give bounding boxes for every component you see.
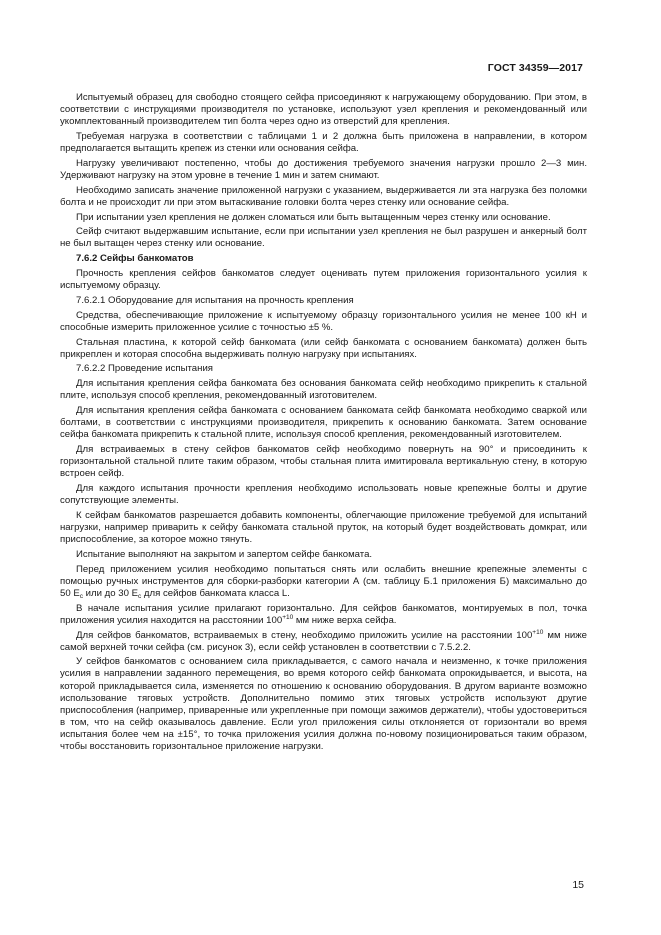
paragraph: Испытание выполняют на закрытом и запертом сейфе банкомата. [76, 548, 373, 560]
paragraph: Средства, обеспечивающие приложение к испытуемому образцу горизонтального усилия не менее 100 кН и способные измерить приложенное усилие с точностью ±5 %. [60, 309, 587, 333]
subsection-heading: 7.6.2.2 Проведение испытания [76, 363, 213, 375]
paragraph: Нагрузку увеличивают постепенно, чтобы до достижения требуемого значения нагрузки прошло 2—3 мин. Удерживают нагрузку на этом уровне в течение 1 мин и затем снимают. [60, 157, 587, 181]
paragraph: Для испытания крепления сейфа банкомата с основанием банкомата сейф банкомата необходимо сваркой или болтами, в соответствии с инструкциями производителя, прикрепить к основанию банкомата. Затем основание сейфа банкомата прикрепить к стальной плите, используя способ крепления, рекомендованный изготовителем. [60, 405, 587, 441]
subscript: с [79, 592, 83, 600]
paragraph: У сейфов банкоматов с основанием сила прикладывается, с самого начала и неизменно, к точке приложения усилия в направлении заданного перемещения, во время которого сейф банкомата опрокидывается, и высота, на которой прикладывается сила, изменяется по отношению к основанию оборудования. В другом варианте возможно использование тяговых устройств. Дополнительно помимо этих тяговых устройств используют другие приспособления (например, приваренные или укрепленные при помощи зажимов держатели), чтобы удостовериться в том, что на сейф оказывалось давление. Если угол приложения силы отклоняется от горизонтали во время испытания более чем на ±15°, то точка приложения усилия должна по-новому позиционироваться таким образом, чтобы восстановить горизонтальное приложение нагрузки. [60, 656, 587, 753]
text-segment: В начале испытания усилие прилагают горизонтально. Для сейфов банкоматов, монтируемых в пол, точка приложения усилия находится на расстоянии 100 [60, 602, 587, 626]
superscript: +10 [282, 613, 294, 621]
paragraph-tool-category [60, 564, 587, 600]
subscript: с [137, 592, 142, 600]
text-segment: для сейфов банкомата класса L. [141, 587, 290, 599]
superscript: +10 [532, 628, 544, 636]
page-number: 15 [572, 879, 584, 891]
paragraph: Для каждого испытания прочности крепления необходимо использовать новые крепежные болты и другие сопутствующие элементы. [60, 483, 587, 507]
document-body [60, 92, 587, 756]
paragraph: Для встраиваемых в стену сейфов банкоматов сейф необходимо повернуть на 90° и присоединить к горизонтальной стальной плите таким образом, чтобы стальная плита имитировала вертикальную стену, в которую встроен сейф. [60, 444, 587, 480]
paragraph: При испытании узел крепления не должен сломаться или быть вытащенным через стенку или основание. [76, 211, 551, 223]
paragraph: Стальная пластина, к которой сейф банкомата (или сейф банкомата с основанием банкомата) должен быть прикреплен и которая способна выдерживать полную нагрузку при испытаниях. [60, 336, 587, 360]
paragraph: Необходимо записать значение приложенной нагрузки с указанием, выдерживается ли эта нагрузка без поломки болта и не происходит ли при этом вытаскивание головки болта через стенку или основание сейфа. [60, 184, 587, 208]
document-code-header: ГОСТ 34359—2017 [487, 62, 583, 74]
paragraph: Требуемая нагрузка в соответствии с таблицами 1 и 2 должна быть приложена в направлении, в котором предполагается вытащить крепеж из стенки или основания сейфа. [60, 130, 587, 155]
text-segment: Перед приложением усилия необходимо попытаться снять или ослабить внешние крепежные элементы с помощью ручных инструментов для сборки-разборки категории А (см. таблицу Б.1 приложения Б) максимально до 50 Е [60, 563, 587, 599]
paragraph: Для испытания крепления сейфа банкомата без основания банкомата сейф необходимо прикрепить к стальной плите, используя способ крепления, рекомендованный изготовителем. [60, 378, 587, 402]
paragraph: Прочность крепления сейфов банкоматов следует оценивать путем приложения горизонтального усилия к испытуемому образцу. [60, 268, 587, 292]
paragraph: Сейф считают выдержавшим испытание, если при испытании узел крепления не был разрушен и анкерный болт не был вытащен через стенку или основание. [60, 226, 587, 250]
paragraph-wall-safe [60, 630, 587, 654]
section-heading: 7.6.2 Сейфы банкоматов [76, 253, 194, 265]
text-segment: мм ниже самой верхней точки сейфа (см. рисунок 3), если сейф установлен в соответствии с 7.5.2.2. [60, 629, 587, 653]
paragraph: Испытуемый образец для свободно стоящего сейфа присоединяют к нагружающему оборудованию. При этом, в соответствии с инструкциями производителя по установке, используют узел крепления и рекомендованный или укомплектованный производителем тип болта через одно из отверстий для крепления. [60, 92, 587, 128]
subsection-heading: 7.6.2.1 Оборудование для испытания на прочность крепления [76, 294, 354, 306]
paragraph: К сейфам банкоматов разрешается добавить компоненты, облегчающие приложение требуемой для испытаний нагрузки, например приварить к сейфу банкомата стальной пруток, на который будет воздействовать домкрат, или приспособление, за которое можно тянуть. [60, 509, 587, 546]
text-segment: мм ниже верха сейфа. [293, 614, 397, 626]
text-segment: или до 30 Е [83, 587, 138, 599]
paragraph-force-start [60, 603, 587, 627]
text-segment: Для сейфов банкоматов, встраиваемых в стену, необходимо приложить усилие на расстоянии 100 [76, 629, 533, 641]
